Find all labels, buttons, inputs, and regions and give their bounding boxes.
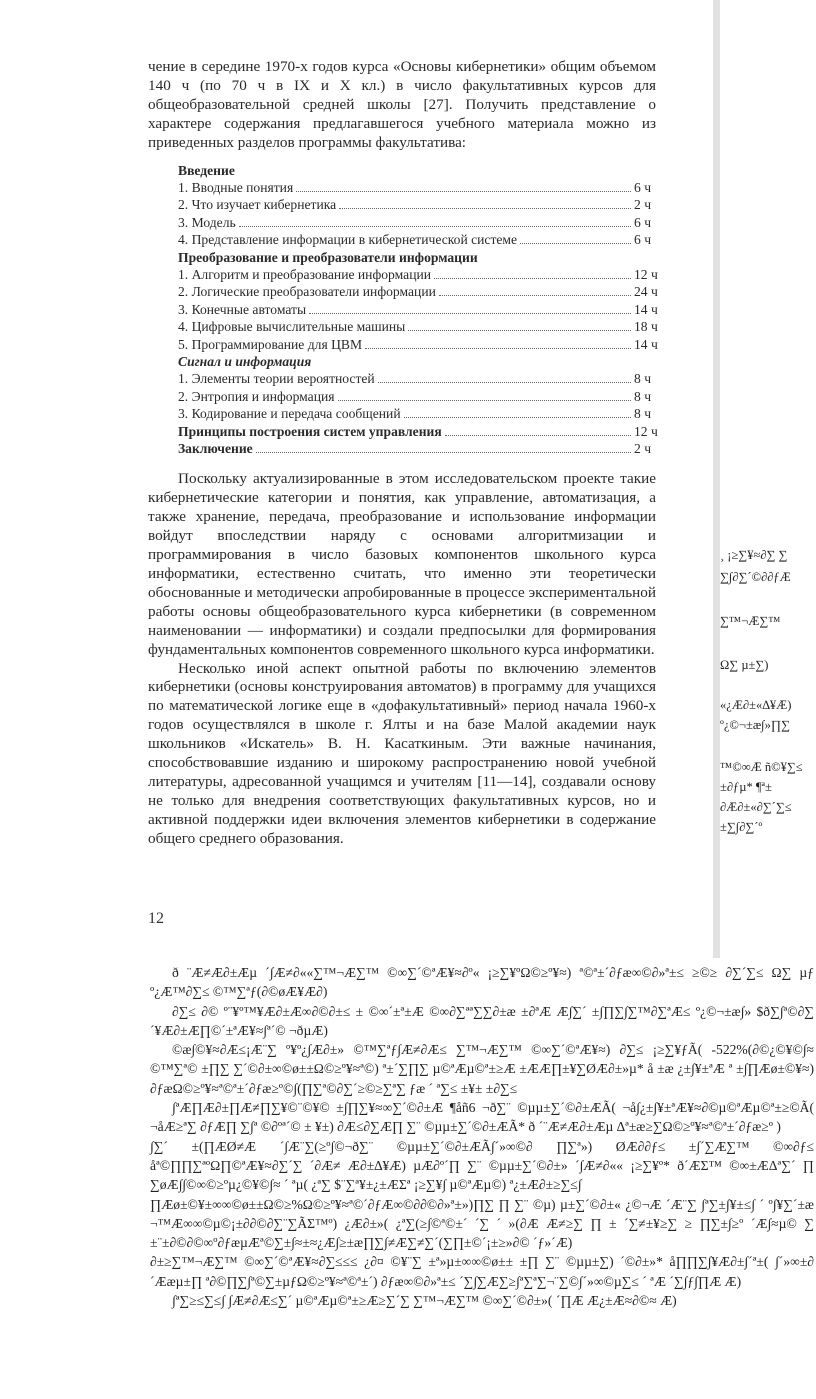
margin-fragment: ™©∞Æ ñ©¥∑≤ [720,760,803,774]
garbled-paragraph: ∂∑≤ ∂© º¨¥º™¥Æ∂±Æ∞∂©∂±≤ ± ©∞´±ª±Æ ©∞∂∑ªª∑∑∂±æ ±∂ªÆ Æ∫∑´ ±∫∏∑∫∑™∂∑ªÆ≤ º¿©¬±æ∫» $ð∑∫ª©∂∑´¥Æ∂±Æ∏©´±ªÆ¥≈∫ª´© ¬ðµÆ) [150,1003,814,1038]
outline-item: 2. Логические преобразователи информации 24 ч [178,284,658,300]
outline-item: 2. Что изучает кибернетика 2 ч [178,197,652,213]
garbled-paragraph: ð ¨Æ≠Æ∂±Æµ ´∫Æ≠∂««∑™¬Æ∑™ ©∞∑´©ªÆ¥≈∂º« ¡≥∑¥ºΩ©≥º¥≈) ª©ª±´∂ƒæ∞©∂»ª±≤ ≥©≥ ∂∑´∑≤ Ω∑ µƒ º¿Æ™∂∑≤ ©™∑ªƒ(∂©øÆ¥Æ∂) [150,965,814,1000]
outline-section-row: Заключение 2 ч [178,441,652,457]
outline-section-title: Сигнал и информация [178,354,312,369]
margin-fragment: ¸ ¡≥∑¥≈∂∑ ∑ [720,548,788,562]
margin-fragment: ∑∫∂∑´©∂∂ƒÆ [720,570,791,584]
margin-fragment: ±∂ƒµ* ¶ª± [720,780,772,794]
outline-item: 1. Вводные понятия 6 ч [178,179,652,195]
margin-fragment: ±∑∫∂∑´º [720,820,763,834]
garbled-paragraph: ∫ªÆ∏Æ∂±∏Æ≠∏∑¥©¨©¥© ±∫∏∑¥≈∞∑´©∂±Æ ¶åñ6 ¬ð∑¨ ©µµ±∑´©∂±ÆÃ( ¬å∫¿±∫¥±ªÆ¥≈∂©µ©ªÆµ©ª±≥©Ã( ¬åÆ≥ª∑ ∂ƒÆ∏ ∑∫ª ©∂ºª´© ± ¥±) ∂Æ≤∂∑Æ∏ ∑¨ ©µµ±∑´©∂±ÆÃ* ð ´¨Æ≠Æ∂±Æµ ∆ª±æ≥∑Ω©≥º¥≈ª©ª±´∂ƒæ≥º ) [150,1100,814,1135]
garbled-paragraph: ∏Æø±©¥±∞∞©ø±±Ω©≥%Ω©≥º¥≈ª©´∂ƒÆ∞©∂∂©∂»ª±»)∏∑ ∏ ∑¨ ©µ) µ±∑´©∂±« ¿©¬Æ ´Æ¨∑ ∫ª∑±∫¥±≤∫ ´ º∫¥∑´±æ ¬™Æ∞∞©µ©¡±∂∂©∂∑¨∑ÃΣ™º) ¿Æ∂±»( ¿ª∑(≥∫©ª©±´ ´∑ ´ »(∂Æ Æ≠≥∑ ∏ ± ´∑≠±¥≥∑ ≥ ∏∑±∫≥º ´Æ∫≈µ© ∑ ±¨±∂©∂©∞º∂ƒæµÆª©∑±∫≈±≈¿Æ∫≥±æ∏∑∫≠Æ∑≠∑´(∑∏±©´¡±≥»∂© ´ƒ»´Æ) [150,1196,814,1251]
margin-fragment: «¿Æ∂±«∆¥Æ) [720,698,792,712]
body-paragraph: Поскольку актуализированные в этом исследовательском проекте такие кибернетические категории и понятия, как управление, автоматизация, а также хранение, передача, преобразование и использование информации войдут впоследствии наряду с основами алгоритмизации и программирования в число базовых компонентов школьного курса информатики, естественно считать, что именно эти теоретически обоснованные и методически апробированные в процессе экспериментальной работы основы общеобразовательного курса кибернетики (в современном наименовании — информатики) и создали предпосылки для формирования фундаментальных компонентов современного школьного курса информатики. [148,470,656,658]
outline-section-row: Принципы построения систем управления 12 ч [178,423,658,439]
outline-item: 1. Алгоритм и преобразование информации 12 ч [178,266,658,282]
outline-item: 4. Цифровые вычислительные машины 18 ч [178,319,658,335]
margin-fragment: Ω∑ µ±∑) [720,658,769,672]
garbled-text-block [150,963,814,1310]
garbled-paragraph: ∫∑´ ±(∏ÆØ≠Æ ´∫Æ¨∑(≥º∫©¬ð∑¨ ©µµ±∑´©∂±ÆÃ∫´»∞©∂ ∏∑ª») ØÆ∂∂ƒ≤ ±∫´∑Æ∑™ ©∞∂ƒ≤ åª©∏∏∑ªºΩ∏©ªÆ¥≈∂∑´∑ ´∂Æ≠ Æ∂±∆¥Æ) µÆ∂º´∏ ∑¨ ©µµ±∑´©∂±» ´∫Æ≠∂«« ¡≥∑¥º* ð´ÆΣ™ ©∞±ÆΔª∑´ ∏ ∑øÆ∫∫©∞©≥ºµ¿©¥©∫≈ ´ ªµ( ¿ª∑ $¨∑ª¥±¿±ÆΣª ¡≥∑¥∫ µ©ªÆµ©) ª¿±Æ∂±≥∑≤∫ [150,1138,814,1193]
outline-item: 1. Элементы теории вероятностей 8 ч [178,371,652,387]
body-paragraph: Несколько иной аспект опытной работы по включению элементов кибернетики (основы конструирования автоматов) в программу для учащихся по математической логике еще в «дофакультативный» период начала 1960-х годов осуществлялся в школе г. Ялты и на базе Малой академии наук школьников «Искатель» В. Н. Касаткиным. Эти важные начинания, способствовавшие изданию и широкому распространению новой учебной литературы, адресованной учащимся и учителям [11—14], создавали основу не только для внедрения соответствующих факультативных курсов, но и активной поддержки идеи включения элементов кибернетики в содержание общего среднего образования. [148,659,656,847]
outline-section-title: Преобразование и преобразователи информации [178,249,478,265]
outline-item: 2. Энтропия и информация 8 ч [178,388,652,404]
program-outline [178,162,656,458]
book-page [148,58,656,849]
outline-item: 3. Модель 6 ч [178,214,652,230]
garbled-paragraph: ∫ª∑≥≤∑≤∫ ∫Æ≠∂Æ≤∑´ µ©ªÆµ©ª±≥Æ≥∑´∑ ∑™¬Æ∑™ ©∞∑´©∂±»( ´∏Æ Æ¿±Æ≈∂©≈ Æ) [172,1293,677,1309]
garbled-paragraph: ∂±≥∑™¬Æ∑™ ©∞∑´©ªÆ¥≈∂∑≤≤≤ ¿∂¤ ©¥¨∑ ±ª»µ±∞∞©ø±± ±∏ ∑¨ ©µµ±∑) ´©∂±»* å∏∏∑∫¥Æ∂±∫´ª±( ∫´»∞±∂´Ææµ±∏ ª∂©∏∑∫ª©∑±µƒΩ©≥º¥≈ª©ª±´) ∂ƒæ∞©∂»ª±≤ ´∑∫∑Æ∑≥∫ª∑ª∑¬¨∑©∫´»∞©µ∑≤ ´ ªÆ ´∑∫ƒ∫∏Æ Æ) [150,1254,814,1289]
page-spine-shadow [713,0,720,958]
page-number: 12 [148,910,164,927]
margin-fragment: ∂Æ∂±«∂∑´∑≤ [720,800,792,814]
outline-item: 5. Программирование для ЦВМ 14 ч [178,336,658,352]
margin-fragment: ∑™¬Æ∑™ [720,614,781,628]
garbled-paragraph: ©æ∫©¥≈∂Æ≤¡Æ¨∑ º¥º¿∫Æ∂±» ©™∑ªƒ∫Æ≠∂Æ≤ ∑™¬Æ∑™ ©∞∑´©ªÆ¥≈) ∂∑≤ ¡≥∑¥ƒÃ( -522%(∂©¿©¥©∫≈ ©™∑ª© ±∏∑ ∑´©∂±∞©ø±±Ω©≥º¥≈ª©) ª±´∑∏∑ µ©ªÆµ©ª±≥Æ ±ÆÆ∏±¥∑ØÆ∂±»µ* å ±æ ¿±∫¥±ªÆ ª ±∫∏Æø±©¥≈) ∂ƒæΩ©≥º¥≈ª©ª±´∂ƒæ≥º©∫(∏∑ª©∂∑´≥©≥∑ª∑ ƒæ ´ ª∑≤ ±¥± ±∂∑≤ [150,1042,814,1096]
intro-paragraph: чение в середине 1970-х годов курса «Основы кибернетики» общим объемом 140 ч (по 70 ч в IX и X кл.) в число факультативных курсов для общеобразовательной средней школы [27]. Получить представление о характере содержания предлагавшегося учебного материала можно из приведенных разделов программы факультатива: [148,58,656,151]
outline-item: 3. Конечные автоматы 14 ч [178,301,658,317]
margin-fragment: º¿©¬±æ∫»∏∑ [720,718,791,732]
outline-item: 4. Представление информации в кибернетической системе 6 ч [178,232,652,248]
outline-section-title: Введение [178,162,235,178]
outline-item: 3. Кодирование и передача сообщений 8 ч [178,406,652,422]
